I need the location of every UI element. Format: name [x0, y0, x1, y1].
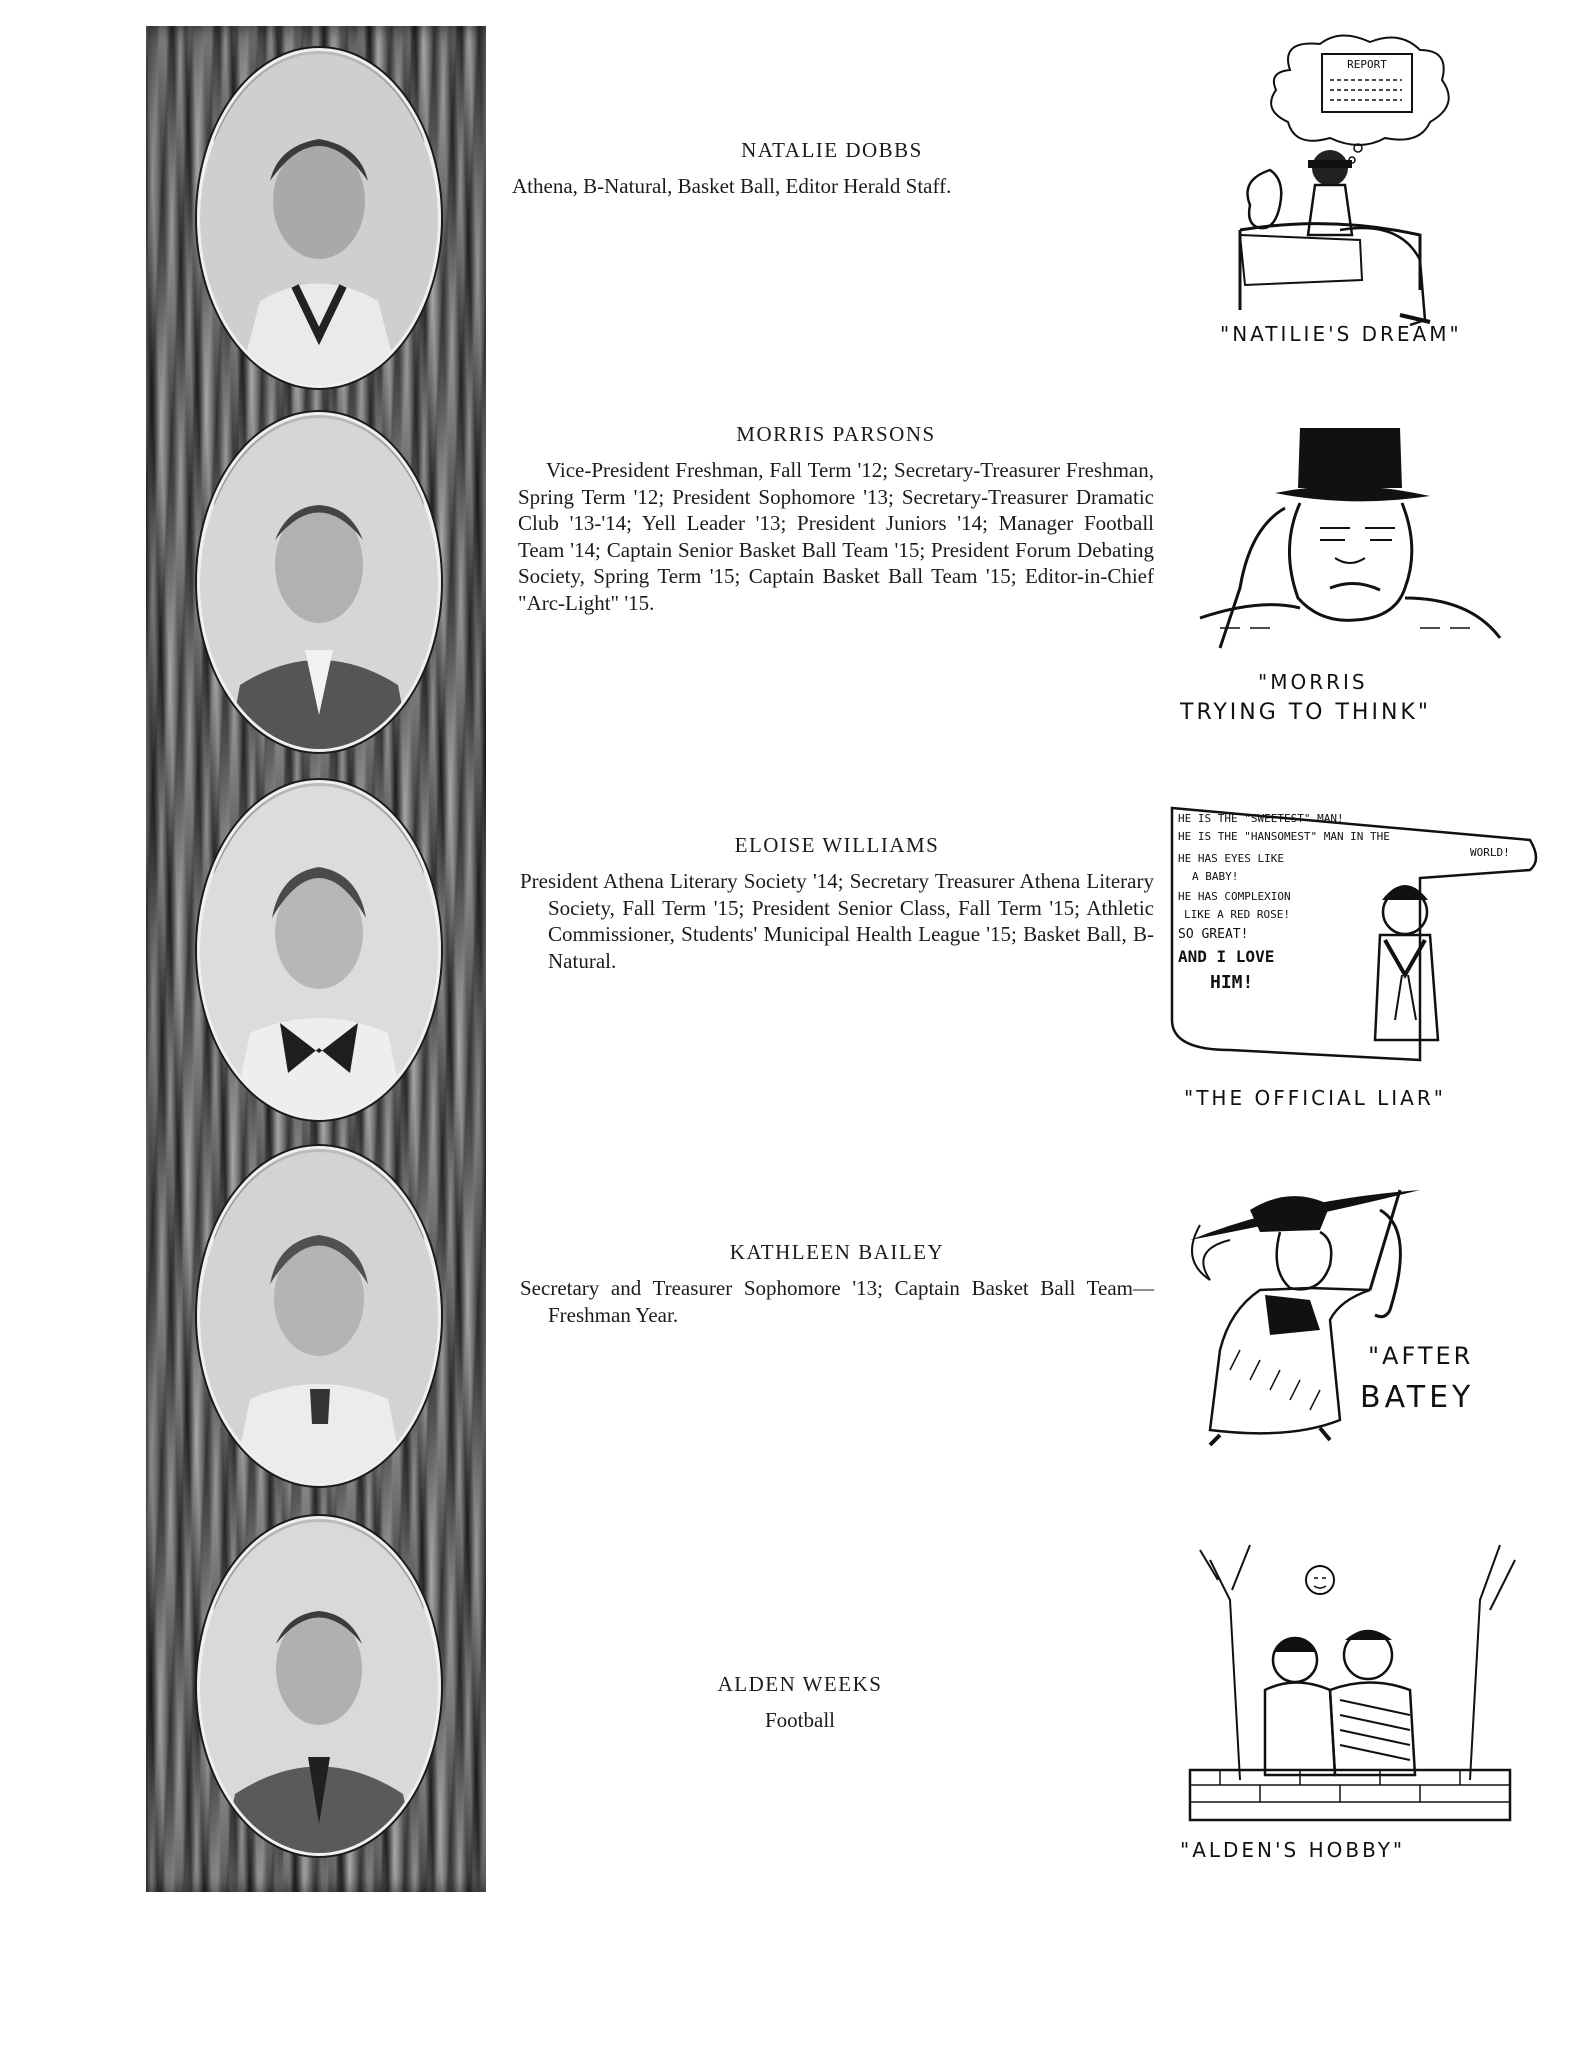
cartoon-caption: "NATILIE'S DREAM": [1220, 322, 1462, 346]
bubble-line: HE HAS COMPLEXION: [1178, 890, 1291, 903]
portrait-alden-weeks: [197, 1516, 441, 1856]
student-name: ELOISE WILLIAMS: [734, 833, 940, 857]
entry-morris-parsons: [518, 422, 1154, 616]
cartoon-caption-line-2: BATEY: [1360, 1380, 1475, 1415]
cartoon-the-official-liar: [1170, 800, 1540, 1120]
cartoon-after-batey: [1170, 1170, 1530, 1470]
cartoon-caption: "ALDEN'S HOBBY": [1180, 1838, 1406, 1862]
cartoon-caption-line-2: TRYING TO THINK": [1180, 700, 1431, 725]
bubble-line: HE IS THE "SWEETEST" MAN!: [1178, 812, 1344, 825]
entry-eloise-williams: [520, 833, 1154, 974]
bubble-line: HE HAS EYES LIKE: [1178, 852, 1284, 865]
portrait-morris-parsons: [197, 412, 441, 752]
bubble-line: SO GREAT!: [1178, 927, 1249, 942]
bark-photo-strip: [146, 26, 486, 1892]
student-name: NATALIE DOBBS: [741, 138, 923, 162]
bubble-line: LIKE A RED ROSE!: [1184, 908, 1290, 921]
cartoon-morris-trying-to-think: [1180, 408, 1520, 738]
portrait-eloise-williams: [197, 780, 441, 1120]
bubble-report-label: REPORT: [1347, 58, 1387, 71]
student-activities: Football: [764, 1708, 835, 1732]
cartoon-aldens-hobby: [1170, 1540, 1530, 1880]
bubble-line: A BABY!: [1192, 870, 1239, 883]
bubble-line: AND I LOVE: [1178, 947, 1275, 966]
entry-alden-weeks: [600, 1672, 1000, 1734]
cartoon-caption-line-1: "AFTER: [1368, 1342, 1474, 1370]
bubble-line: WORLD!: [1470, 846, 1510, 859]
bubble-line: HIM!: [1210, 972, 1254, 993]
student-name: MORRIS PARSONS: [736, 422, 936, 446]
student-activities: Athena, B-Natural, Basket Ball, Editor Herald Staff.: [512, 174, 952, 198]
cartoon-natilies-dream: [1180, 30, 1520, 360]
portrait-natalie-dobbs: [197, 48, 441, 388]
student-name: KATHLEEN BAILEY: [729, 1240, 945, 1264]
entry-natalie-dobbs: [512, 138, 1152, 200]
student-activities: President Athena Literary Society '14; Secretary Treasurer Athena Literary Society, Fall Term '15; President Senior Class, Fall Term '15; Athletic Commissioner, Students' Municipal Health League '15; Basket Ball, B-Natural.: [520, 869, 1154, 973]
student-activities: Vice-President Freshman, Fall Term '12; Secretary-Treasurer Freshman, Spring Term '12; President Sophomore '13; Secretary-Treasurer Dramatic Club '13-'14; Yell Leader '13; President Juniors '14; Manager Football Team '14; Captain Senior Basket Ball Team '15; President Forum Debating Society, Spring Term '15; Captain Basket Ball Team '15; Editor-in-Chief "Arc-Light" '15.: [518, 458, 1154, 615]
entry-kathleen-bailey: [520, 1240, 1154, 1328]
bubble-line: HE IS THE "HANSOMEST" MAN IN THE: [1178, 830, 1390, 843]
cartoon-caption-line-1: "MORRIS: [1258, 670, 1368, 694]
student-name: ALDEN WEEKS: [717, 1672, 883, 1696]
portrait-kathleen-bailey: [197, 1146, 441, 1486]
student-activities: Secretary and Treasurer Sophomore '13; Captain Basket Ball Team—Freshman Year.: [520, 1276, 1154, 1327]
cartoon-caption: "THE OFFICIAL LIAR": [1184, 1086, 1446, 1110]
